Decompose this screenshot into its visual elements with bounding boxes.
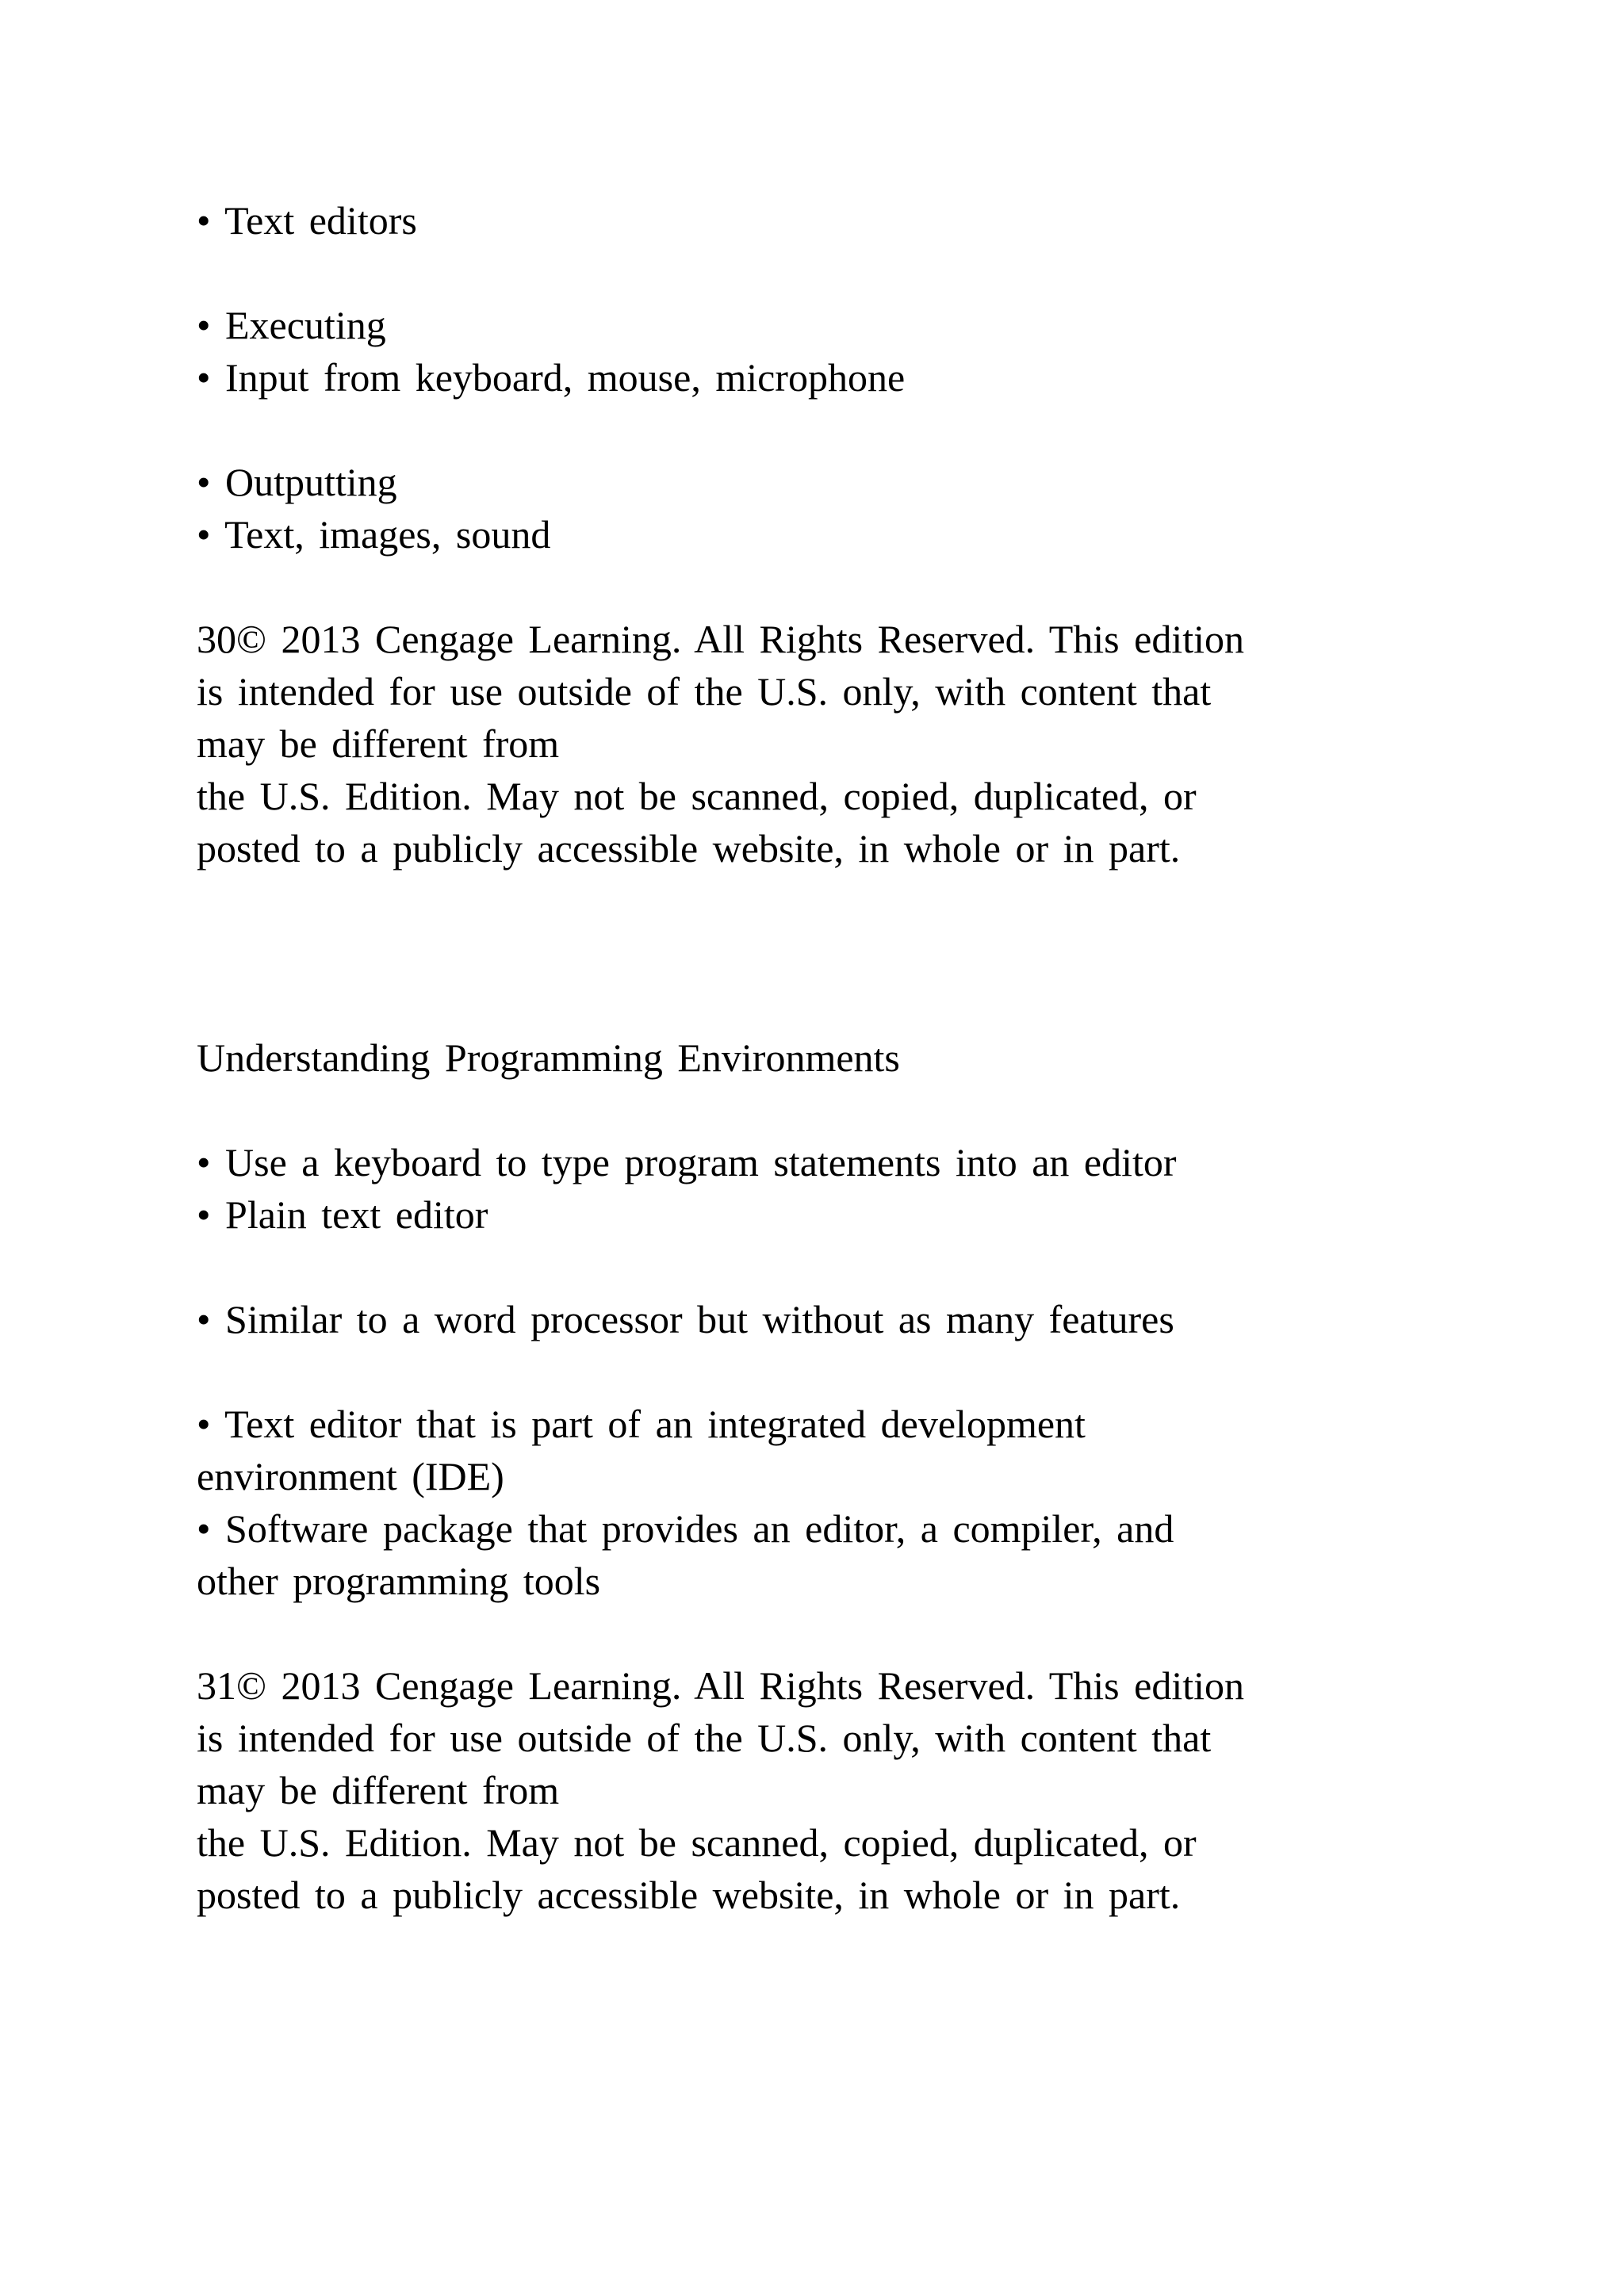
bullet-software-package-line-1: • Software package that provides an editor, a compiler, and	[197, 1506, 1174, 1551]
bullet-outputting: • Outputting	[197, 460, 397, 504]
bullet-ide-editor-line-2: environment (IDE)	[197, 1454, 504, 1498]
copyright-line-2: is intended for use outside of the U.S. only, with content that	[197, 669, 1212, 714]
bullet-word-processor: • Similar to a word processor but without as many features	[197, 1297, 1174, 1341]
copyright-line-1: 30© 2013 Cengage Learning. All Rights Reserved. This edition	[197, 617, 1244, 661]
copyright-line-9: the U.S. Edition. May not be scanned, copied, duplicated, or	[197, 1820, 1197, 1865]
copyright-line-6: 31© 2013 Cengage Learning. All Rights Reserved. This edition	[197, 1663, 1244, 1708]
bullet-executing: • Executing	[197, 303, 386, 347]
copyright-line-3: may be different from	[197, 721, 560, 766]
bullet-output-types: • Text, images, sound	[197, 512, 551, 557]
bullet-ide-editor-line-1: • Text editor that is part of an integrated development	[197, 1402, 1086, 1446]
bullet-software-package-line-2: other programming tools	[197, 1559, 601, 1603]
bullet-text-editors: • Text editors	[197, 198, 417, 243]
copyright-line-10: posted to a publicly accessible website, in whole or in part.	[197, 1873, 1181, 1917]
bullet-plain-text-editor: • Plain text editor	[197, 1192, 488, 1237]
section-heading: Understanding Programming Environments	[197, 1035, 900, 1080]
bullet-keyboard-editor: • Use a keyboard to type program statements into an editor	[197, 1140, 1177, 1184]
copyright-line-4: the U.S. Edition. May not be scanned, copied, duplicated, or	[197, 774, 1197, 818]
bullet-input-devices: • Input from keyboard, mouse, microphone	[197, 355, 906, 400]
copyright-line-7: is intended for use outside of the U.S. only, with content that	[197, 1716, 1212, 1760]
copyright-line-5: posted to a publicly accessible website, in whole or in part.	[197, 826, 1181, 871]
copyright-line-8: may be different from	[197, 1768, 560, 1812]
